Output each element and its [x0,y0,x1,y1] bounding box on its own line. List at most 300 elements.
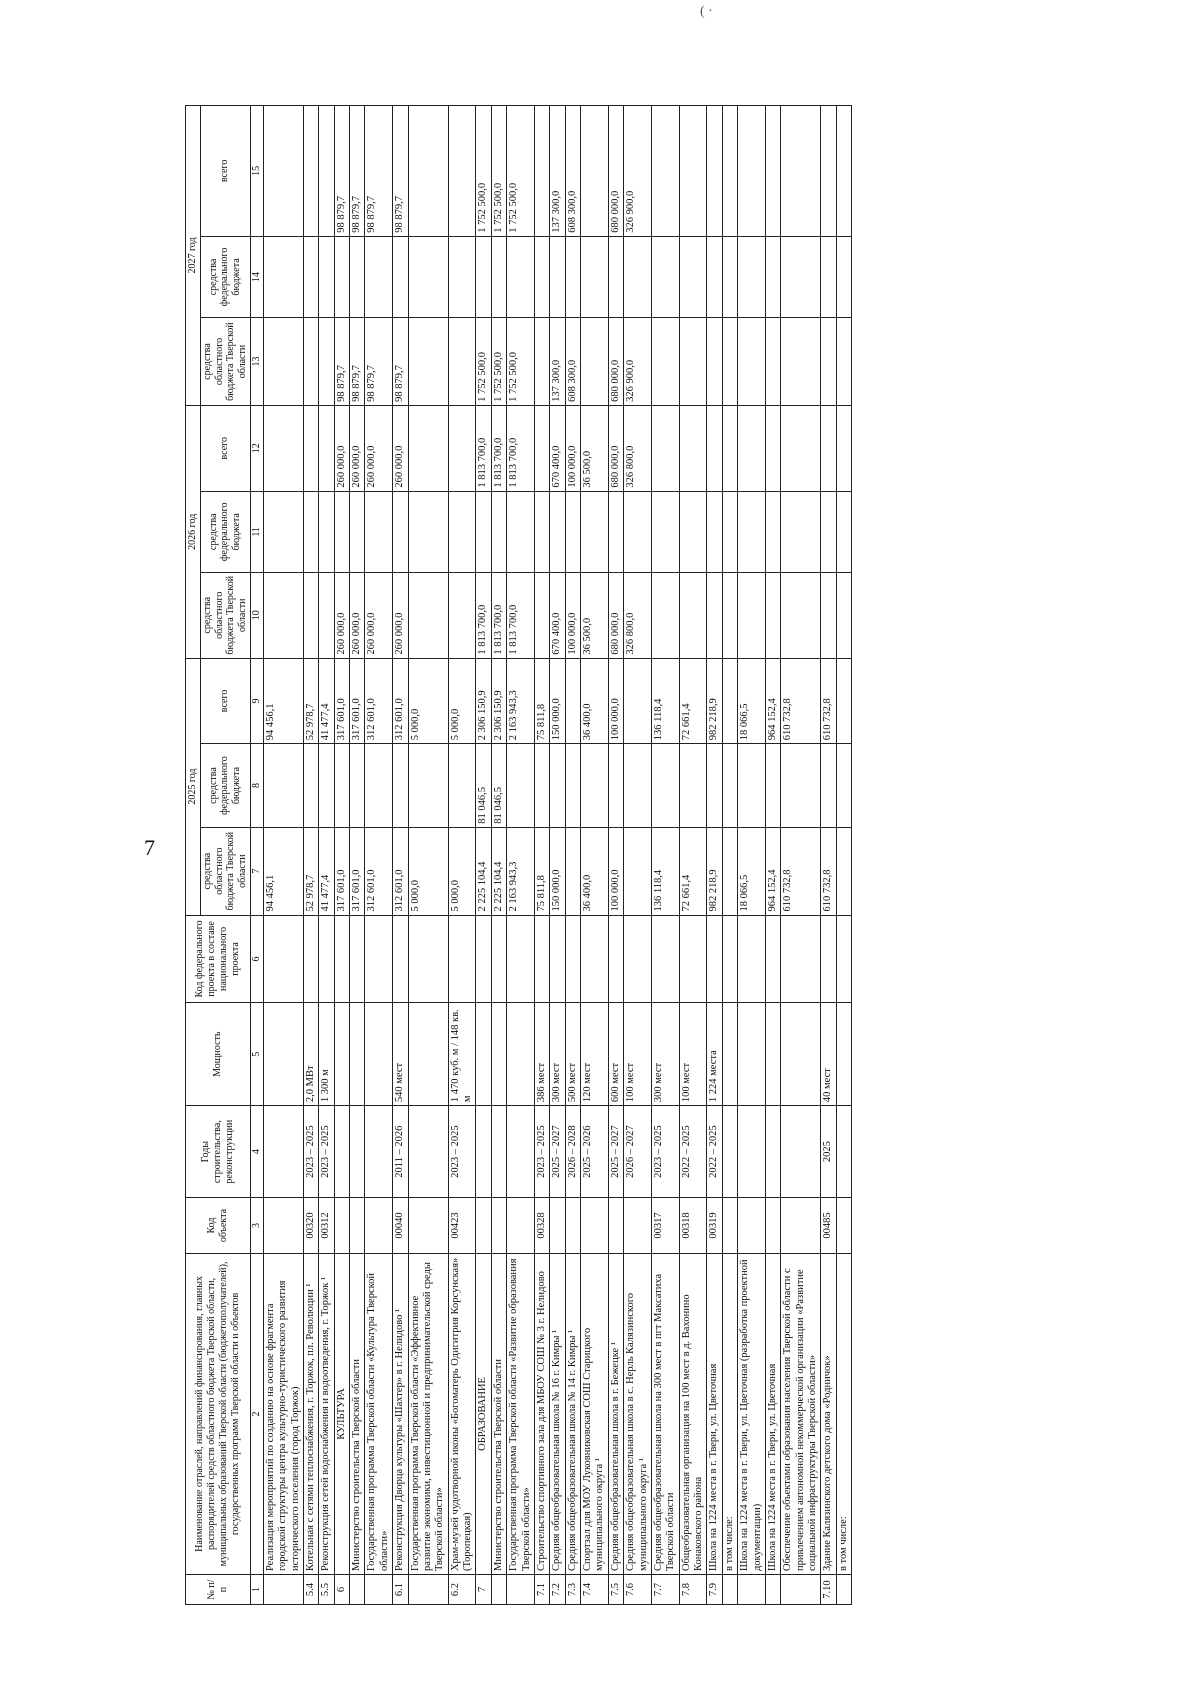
cell-y2025-total: 610 732,8 [821,658,836,744]
cell-y2027-federal [448,236,476,317]
cell-y2027-regional: 98 879,7 [365,318,393,406]
cell-y2027-regional [738,318,766,406]
cell-object-code [507,1198,535,1254]
cell-y2026-total [821,405,836,491]
cell-y2025-regional: 41 477,4 [319,827,334,915]
cell-y2026-total: 1 813 700,0 [476,405,491,491]
cell-y2026-total [651,405,679,491]
cell-row-number: 5.5 [319,1575,334,1605]
cell-y2026-federal [781,491,821,572]
column-number: 3 [250,1198,263,1254]
cell-row-number [836,1575,851,1605]
cell-row-number [781,1575,821,1605]
cell-y2025-total: 5 000,0 [448,658,476,744]
cell-y2026-federal [448,491,476,572]
table-row [393,106,408,1605]
cell-y2026-federal [393,491,408,572]
cell-y2025-federal [448,744,476,828]
cell-y2025-federal [350,744,365,828]
table-row [565,106,580,1605]
cell-object-code [565,1198,580,1254]
cell-object-code [722,1198,737,1254]
cell-y2025-total: 100 000,0 [608,658,623,744]
cell-y2027-total: 137 300,0 [550,106,565,237]
cell-y2025-total: 5 000,0 [408,658,448,744]
cell-y2027-total [319,106,334,237]
cell-capacity: 100 мест [679,1003,707,1106]
table-row [334,106,349,1605]
cell-y2026-total: 260 000,0 [334,405,349,491]
cell-y2025-total [565,658,580,744]
cell-y2026-total [534,405,549,491]
cell-row-number: 5.4 [303,1575,318,1605]
cell-row-name: Реализация мероприятий по созданию на основе фрагмента городской структуры центра культурно-туристического развития исторического поселения (город Торжок) [263,1253,303,1574]
cell-row-number [738,1575,766,1605]
cell-object-code [334,1198,349,1254]
cell-capacity: 1 300 м [319,1003,334,1106]
cell-row-number: 6.1 [393,1575,408,1605]
cell-y2027-federal [319,236,334,317]
cell-y2025-total [836,658,851,744]
cell-y2027-regional [836,318,851,406]
table-row [738,106,766,1605]
cell-y2025-federal [507,744,535,828]
cell-fed-project-code [350,915,365,1003]
cell-y2026-federal [350,491,365,572]
cell-row-number: 6 [334,1575,349,1605]
cell-y2026-total: 260 000,0 [365,405,393,491]
cell-y2025-federal [765,744,780,828]
cell-y2025-total: 36 400,0 [581,658,609,744]
table-row [781,106,821,1605]
cell-y2027-total: 1 752 500,0 [507,106,535,237]
table-row [365,106,393,1605]
cell-y2025-federal [624,744,652,828]
cell-y2026-regional: 36 500,0 [581,572,609,658]
cell-build-years [263,1106,303,1198]
header-year-2025: 2025 год [186,658,201,915]
cell-y2027-regional [679,318,707,406]
cell-capacity [350,1003,365,1106]
cell-object-code: 00319 [707,1198,722,1254]
column-number: 4 [250,1106,263,1198]
cell-row-name: Государственная программа Тверской области «Культура Тверской области» [365,1253,393,1574]
cell-capacity [491,1003,506,1106]
cell-build-years: 2025 – 2027 [550,1106,565,1198]
cell-build-years: 2023 – 2025 [651,1106,679,1198]
construction-funding-table [185,105,852,1605]
cell-fed-project-code [679,915,707,1003]
cell-y2027-regional [821,318,836,406]
cell-capacity [836,1003,851,1106]
cell-y2026-federal [408,491,448,572]
cell-y2025-regional [565,827,580,915]
cell-y2026-regional: 1 813 700,0 [476,572,491,658]
cell-y2025-federal [534,744,549,828]
cell-y2027-regional: 98 879,7 [393,318,408,406]
cell-build-years: 2023 – 2025 [319,1106,334,1198]
cell-object-code: 00318 [679,1198,707,1254]
cell-y2026-regional [765,572,780,658]
cell-y2025-total: 150 000,0 [550,658,565,744]
cell-y2027-total [303,106,318,237]
cell-row-number: 7.5 [608,1575,623,1605]
cell-capacity: 2,0 МВт [303,1003,318,1106]
cell-y2025-federal [821,744,836,828]
cell-build-years: 2023 – 2025 [534,1106,549,1198]
cell-row-number [765,1575,780,1605]
cell-row-name: Школа на 1224 места в г. Твери, ул. Цветочная (разработка проектной документации) [738,1253,766,1574]
cell-y2027-federal [707,236,722,317]
cell-y2027-regional [263,318,303,406]
cell-build-years: 2022 – 2025 [679,1106,707,1198]
cell-y2027-regional: 137 300,0 [550,318,565,406]
cell-y2027-federal [491,236,506,317]
cell-y2027-regional [534,318,549,406]
table-row [608,106,623,1605]
cell-object-code [781,1198,821,1254]
cell-row-name: в том числе: [836,1253,851,1574]
cell-y2026-federal [565,491,580,572]
cell-y2026-total [448,405,476,491]
cell-y2027-regional [765,318,780,406]
cell-y2027-federal [507,236,535,317]
cell-row-name: Средняя общеобразовательная школа в г. Бежецке ¹ [608,1253,623,1574]
cell-y2027-total [781,106,821,237]
cell-y2025-regional: 317 601,0 [334,827,349,915]
cell-row-number: 7.8 [679,1575,707,1605]
cell-y2026-federal [534,491,549,572]
cell-y2027-total [679,106,707,237]
cell-object-code: 00320 [303,1198,318,1254]
cell-y2026-federal [581,491,609,572]
cell-object-code [263,1198,303,1254]
cell-row-name: Строительство спортивного зала для МБОУ СОШ № 3 г. Нелидово [534,1253,549,1574]
cell-y2027-federal [738,236,766,317]
cell-y2027-regional [581,318,609,406]
cell-capacity [334,1003,349,1106]
cell-row-name: Общеобразовательная организация на 100 мест в д. Вахонино Конаковского района [679,1253,707,1574]
column-number: 15 [250,106,263,237]
cell-y2027-regional [722,318,737,406]
cell-object-code [581,1198,609,1254]
cell-row-number [408,1575,448,1605]
cell-y2027-total [651,106,679,237]
cell-y2027-federal [581,236,609,317]
cell-y2027-federal [608,236,623,317]
cell-y2027-regional: 1 752 500,0 [507,318,535,406]
cell-y2027-federal [408,236,448,317]
cell-fed-project-code [408,915,448,1003]
cell-y2026-total: 260 000,0 [393,405,408,491]
cell-capacity: 100 мест [624,1003,652,1106]
cell-y2025-federal [581,744,609,828]
table-row [350,106,365,1605]
cell-y2027-federal [334,236,349,317]
cell-y2025-regional: 964 152,4 [765,827,780,915]
cell-y2027-total: 98 879,7 [350,106,365,237]
table-row [722,106,737,1605]
cell-y2026-regional [319,572,334,658]
cell-y2025-regional: 94 456,1 [263,827,303,915]
cell-y2026-regional: 670 400,0 [550,572,565,658]
header-no: № п/п [186,1575,251,1605]
cell-y2027-total: 98 879,7 [393,106,408,237]
cell-y2027-total [534,106,549,237]
cell-row-name: Храм-музей чудотворной иконы «Богоматерь Одигитрия Корсунская» (Торопецкая) [448,1253,476,1574]
cell-object-code: 00040 [393,1198,408,1254]
cell-fed-project-code [738,915,766,1003]
cell-capacity: 40 мест [821,1003,836,1106]
cell-object-code: 00485 [821,1198,836,1254]
cell-build-years: 2023 – 2025 [448,1106,476,1198]
cell-y2026-total: 680 000,0 [608,405,623,491]
cell-y2026-total [303,405,318,491]
column-number: 1 [250,1575,263,1605]
cell-row-number: 7.6 [624,1575,652,1605]
cell-capacity [738,1003,766,1106]
cell-y2026-federal [334,491,349,572]
cell-y2025-total: 2 306 150,9 [476,658,491,744]
cell-y2027-regional: 98 879,7 [334,318,349,406]
cell-y2026-federal [550,491,565,572]
cell-fed-project-code [821,915,836,1003]
cell-y2025-total: 2 163 943,3 [507,658,535,744]
cell-row-name: Котельная с сетями теплоснабжения, г. Торжок, пл. Революции ¹ [303,1253,318,1574]
cell-capacity: 500 мест [565,1003,580,1106]
cell-row-number [350,1575,365,1605]
cell-y2027-federal [365,236,393,317]
cell-y2027-total [581,106,609,237]
cell-y2025-regional: 610 732,8 [781,827,821,915]
column-number: 9 [250,658,263,744]
cell-fed-project-code [624,915,652,1003]
cell-object-code [765,1198,780,1254]
cell-y2026-regional [722,572,737,658]
cell-y2025-regional: 5 000,0 [408,827,448,915]
cell-y2027-total: 1 752 500,0 [491,106,506,237]
header-name: Наименование отраслей, направлений финансирования, главных распорядителей средств областного бюджета Тверской области, муниципальных образований Тверской области (бюджетополучателей), государственных программ Тверской области и объектов [186,1253,251,1574]
cell-y2025-regional: 5 000,0 [448,827,476,915]
table-row [550,106,565,1605]
cell-y2026-total: 326 800,0 [624,405,652,491]
cell-y2027-regional [408,318,448,406]
page-number: 7 [144,835,155,860]
cell-build-years: 2026 – 2027 [624,1106,652,1198]
table-row [624,106,652,1605]
cell-row-number: 6.2 [448,1575,476,1605]
cell-row-name: Здание Калязинского детского дома «Родничок» [821,1253,836,1574]
cell-capacity [765,1003,780,1106]
cell-row-name: Средняя общеобразовательная школа в с. Нерль Калязинского муниципального округа ¹ [624,1253,652,1574]
cell-object-code [476,1198,491,1254]
cell-y2025-total [722,658,737,744]
cell-y2027-total [765,106,780,237]
cell-row-number: 7.10 [821,1575,836,1605]
cell-row-name: Обеспечение объектами образования населения Тверской области с привлечением автономной некоммерческой организации «Развитие социальной инфраструктуры Тверской области» [781,1253,821,1574]
cell-y2026-total [836,405,851,491]
cell-y2025-regional: 2 225 104,4 [476,827,491,915]
cell-y2026-regional [707,572,722,658]
column-number: 8 [250,744,263,828]
cell-y2027-regional: 326 900,0 [624,318,652,406]
cell-y2026-federal [651,491,679,572]
table-body [263,106,851,1605]
cell-y2025-total: 75 811,8 [534,658,549,744]
table-row [821,106,836,1605]
cell-row-number [507,1575,535,1605]
cell-y2026-federal [765,491,780,572]
cell-row-name: Средняя общеобразовательная школа № 14 г. Кимры ¹ [565,1253,580,1574]
cell-capacity: 120 мест [581,1003,609,1106]
cell-y2026-regional: 680 000,0 [608,572,623,658]
cell-y2026-federal [608,491,623,572]
cell-y2026-regional: 1 813 700,0 [491,572,506,658]
table-row [679,106,707,1605]
cell-y2027-federal [534,236,549,317]
cell-y2026-total: 670 400,0 [550,405,565,491]
cell-capacity [507,1003,535,1106]
table-row [836,106,851,1605]
cell-build-years [507,1106,535,1198]
cell-fed-project-code [365,915,393,1003]
cell-y2025-total: 52 978,7 [303,658,318,744]
cell-y2026-regional [263,572,303,658]
cell-y2026-regional [738,572,766,658]
cell-build-years [722,1106,737,1198]
cell-y2025-total: 317 601,0 [350,658,365,744]
table-row [408,106,448,1605]
cell-y2026-total [722,405,737,491]
cell-y2026-regional: 260 000,0 [334,572,349,658]
table-row [263,106,303,1605]
cell-y2025-total: 964 152,4 [765,658,780,744]
cell-y2026-total [263,405,303,491]
cell-object-code [738,1198,766,1254]
cell-row-name: в том числе: [722,1253,737,1574]
cell-y2025-regional: 136 118,4 [651,827,679,915]
cell-y2025-total: 982 218,9 [707,658,722,744]
cell-capacity: 600 мест [608,1003,623,1106]
cell-fed-project-code [263,915,303,1003]
cell-y2027-federal [722,236,737,317]
cell-y2027-regional: 1 752 500,0 [491,318,506,406]
cell-row-name: Школа на 1224 места в г. Твери, ул. Цветочная [765,1253,780,1574]
cell-y2026-federal [707,491,722,572]
header-years: Годы строительства, реконструкции [186,1106,251,1198]
cell-row-number [722,1575,737,1605]
cell-y2025-regional: 18 066,5 [738,827,766,915]
cell-capacity [722,1003,737,1106]
cell-object-code: 00328 [534,1198,549,1254]
cell-fed-project-code [651,915,679,1003]
cell-fed-project-code [534,915,549,1003]
cell-y2025-regional: 982 218,9 [707,827,722,915]
cell-y2027-total [707,106,722,237]
column-number-row [250,106,263,1605]
cell-y2027-federal [781,236,821,317]
cell-y2025-total: 136 118,4 [651,658,679,744]
cell-fed-project-code [765,915,780,1003]
table-row [765,106,780,1605]
cell-y2027-total: 326 900,0 [624,106,652,237]
cell-row-number: 7 [476,1575,491,1605]
cell-object-code [550,1198,565,1254]
cell-fed-project-code [581,915,609,1003]
cell-y2027-regional [707,318,722,406]
table-row [303,106,318,1605]
cell-y2026-total: 36 500,0 [581,405,609,491]
table-row [448,106,476,1605]
cell-y2027-regional: 98 879,7 [350,318,365,406]
cell-y2026-total [738,405,766,491]
cell-y2026-federal [303,491,318,572]
cell-fed-project-code [507,915,535,1003]
column-number: 7 [250,827,263,915]
cell-y2025-regional: 150 000,0 [550,827,565,915]
column-number: 13 [250,318,263,406]
cell-y2026-regional [448,572,476,658]
cell-y2026-federal [476,491,491,572]
cell-build-years [408,1106,448,1198]
cell-capacity [476,1003,491,1106]
cell-y2025-regional: 610 732,8 [821,827,836,915]
cell-y2026-regional: 100 000,0 [565,572,580,658]
cell-row-number: 7.1 [534,1575,549,1605]
cell-y2027-total [263,106,303,237]
cell-y2026-federal [679,491,707,572]
cell-y2026-federal [365,491,393,572]
cell-fed-project-code [303,915,318,1003]
cell-y2025-total: 317 601,0 [334,658,349,744]
cell-y2026-total [765,405,780,491]
cell-y2025-federal [393,744,408,828]
cell-fed-project-code [565,915,580,1003]
cell-fed-project-code [334,915,349,1003]
cell-fed-project-code [319,915,334,1003]
cell-row-name: Средняя общеобразовательная школа на 300 мест в пгт Максатиха Тверской области [651,1253,679,1574]
cell-y2027-total [821,106,836,237]
cell-y2027-federal [476,236,491,317]
cell-y2025-federal [651,744,679,828]
cell-y2027-total: 98 879,7 [334,106,349,237]
cell-fed-project-code [608,915,623,1003]
cell-fed-project-code [448,915,476,1003]
cell-build-years: 2026 – 2028 [565,1106,580,1198]
cell-build-years: 2025 – 2026 [581,1106,609,1198]
cell-capacity: 540 мест [393,1003,408,1106]
cell-y2026-total [707,405,722,491]
cell-y2025-total: 312 601,0 [393,658,408,744]
cell-y2025-regional: 75 811,8 [534,827,549,915]
table-row [651,106,679,1605]
cell-y2025-total [624,658,652,744]
header-power: Мощность [186,1003,251,1106]
column-number: 10 [250,572,263,658]
cell-y2025-federal [303,744,318,828]
cell-build-years: 2025 [821,1106,836,1198]
cell-y2027-total: 1 752 500,0 [476,106,491,237]
cell-row-number: 7.7 [651,1575,679,1605]
cell-build-years [365,1106,393,1198]
cell-y2026-regional [836,572,851,658]
cell-y2026-total: 260 000,0 [350,405,365,491]
cell-y2027-federal [821,236,836,317]
header-2026-federal: средства федерального бюджета [200,491,250,572]
cell-y2026-total [319,405,334,491]
cell-y2026-federal [738,491,766,572]
cell-fed-project-code [476,915,491,1003]
